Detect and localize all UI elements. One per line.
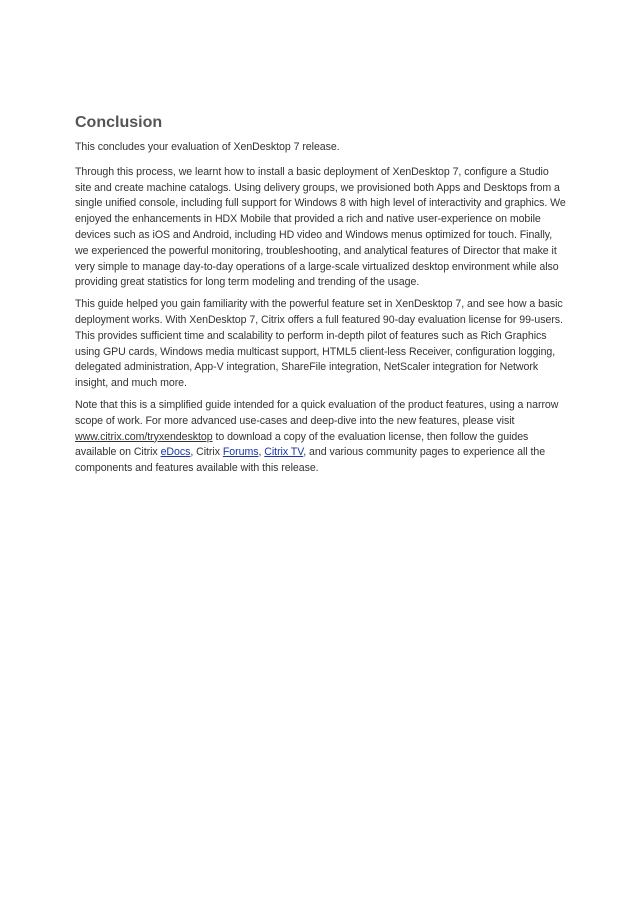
guide-paragraph: This guide helped you gain familiarity with the powerful feature set in XenDesktop 7, and see how a basic deployment works. With XenDesktop 7, Citrix offers a full featured 90-day evaluation license for 99-users. This provides sufficient time and scalability to perform in-depth pilot of features such as Rich Graphics using GPU cards, Windows media multicast support, HTML5 client-less Receiver, configuration logging, delegated administration, App-V integration, ShareFile integration, NetScaler integration for Network insight, and much more. [75,298,563,390]
intro-paragraph: This concludes your evaluation of XenDesktop 7 release. [75,141,340,153]
forums-link[interactable]: Forums [222,446,259,459]
note-separator-2: , [258,446,265,459]
note-paragraph [75,398,567,477]
document-page [75,112,567,483]
note-text-middle: to download a copy of the evaluation license, then follow the guides available on Citrix [75,430,529,459]
note-separator-1: , Citrix [190,446,223,459]
edocs-link[interactable]: eDocs [160,446,191,459]
note-text-end: , and various community pages to experience all the components and features available with this release. [75,446,546,475]
note-text-start: Note that this is a simplified guide intended for a quick evaluation of the product features, using a narrow scope of work. For more advanced use-cases and deep-dive into the new features, please visit [75,398,559,427]
page-title: Conclusion [75,114,163,131]
tryxendesktop-link[interactable]: www.citrix.com/tryxendesktop [75,430,213,443]
process-paragraph: Through this process, we learnt how to install a basic deployment of XenDesktop 7, configure a Studio site and create machine catalogs. Using delivery groups, we provisioned both Apps and Desktops from a single unified console, including full support for Windows 8 with high level of interactivity and graphics. We enjoyed the enhancements in HDX Mobile that provided a rich and native user-experience on mobile devices such as iOS and Android, including HD video and Windows menus optimized for touch. Finally, we experienced the powerful monitoring, troubleshooting, and analytical features of Director that make it very simple to manage day-to-day operations of a large-scale virtualized desktop environment while also providing great statistics for long term modeling and trending of the usage. [75,165,566,289]
citrix-tv-link[interactable]: Citrix TV [264,446,304,459]
